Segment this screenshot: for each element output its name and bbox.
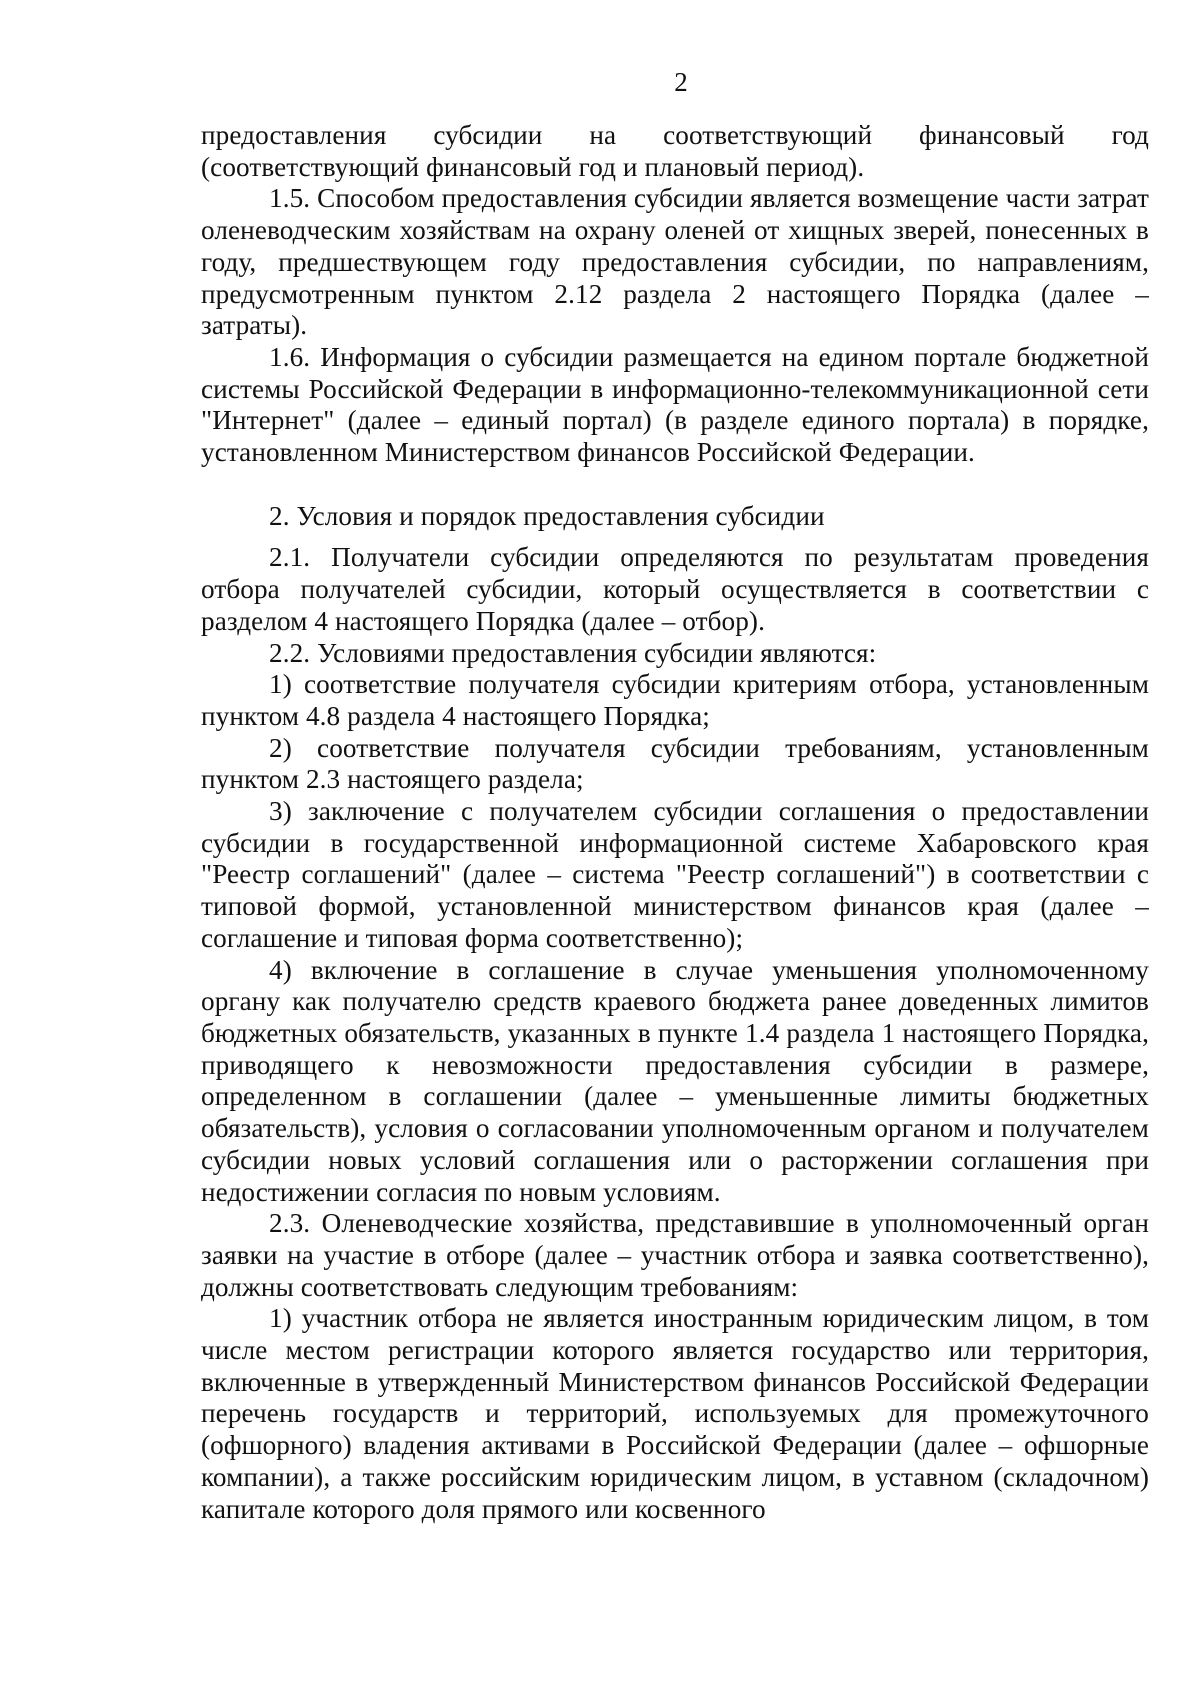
paragraph-2-2: 2.2. Условиями предоставления субсидии являются: xyxy=(269,637,877,668)
page-number: 2 xyxy=(674,67,688,97)
paragraph-continuation: предоставления субсидии на соответствующий финансовый год (соответствующий финансовый год и плановый период). xyxy=(201,120,1149,182)
paragraph-2-1: 2.1. Получатели субсидии определяются по результатам проведения отбора получателей субсидии, который осуществляется в соответствии с разделом 4 настоящего Порядка (далее – отбор). xyxy=(201,542,1149,636)
section-heading-2: 2. Условия и порядок предоставления субсидии xyxy=(269,500,825,531)
document-body xyxy=(201,120,1149,1525)
paragraph-2-3: 2.3. Оленеводческие хозяйства, представившие в уполномоченный орган заявки на участие в отборе (далее – участник отбора и заявка соответственно), должны соответствовать следующим требованиям: xyxy=(201,1208,1149,1302)
paragraph-1-5: 1.5. Способом предоставления субсидии является возмещение части затрат оленеводческим хозяйствам на охрану оленей от хищных зверей, понесенных в году, предшествующем году предоставления субсидии, по направлениям, предусмотренным пунктом 2.12 раздела 2 настоящего Порядка (далее – затраты). xyxy=(201,183,1149,341)
paragraph-2-2-item-3: 3) заключение с получателем субсидии соглашения о предоставлении субсидии в государственной информационной системе Хабаровского края "Реестр соглашений" (далее – система "Реестр соглашений") в соответствии с типовой формой, установленной министерством финансов края (далее – соглашение и типовая форма соответственно); xyxy=(201,796,1149,953)
paragraph-2-2-item-2: 2) соответствие получателя субсидии требованиям, установленным пунктом 2.3 настоящего раздела; xyxy=(201,732,1149,795)
paragraph-2-2-item-1: 1) соответствие получателя субсидии критериям отбора, установленным пунктом 4.8 раздела 4 настоящего Порядка; xyxy=(201,669,1149,731)
paragraph-1-6: 1.6. Информация о субсидии размещается на едином портале бюджетной системы Российской Федерации в информационно-телекоммуникационной сети "Интернет" (далее – единый портал) (в разделе единого портала) в порядке, установленном Министерством финансов Российской Федерации. xyxy=(201,341,1149,468)
paragraph-2-3-item-1: 1) участник отбора не является иностранным юридическим лицом, в том числе местом регистрации которого является государство или территория, включенные в утвержденный Министерством финансов Российской Федерации перечень государств и территорий, используемых для промежуточного (офшорного) владения активами в Российской Федерации (далее – офшорные компании), а также российским юридическим лицом, в уставном (складочном) капитале которого доля прямого или косвенного xyxy=(201,1303,1149,1524)
paragraph-2-2-item-4: 4) включение в соглашение в случае уменьшения уполномоченному органу как получателю средств краевого бюджета ранее доведенных лимитов бюджетных обязательств, указанных в пункте 1.4 раздела 1 настоящего Порядка, приводящего к невозможности предоставления субсидии в размере, определенном в соглашении (далее – уменьшенные лимиты бюджетных обязательств), условия о согласовании уполномоченным органом и получателем субсидии новых условий соглашения или о расторжении соглашения при недостижении согласия по новым условиям. xyxy=(201,954,1149,1207)
